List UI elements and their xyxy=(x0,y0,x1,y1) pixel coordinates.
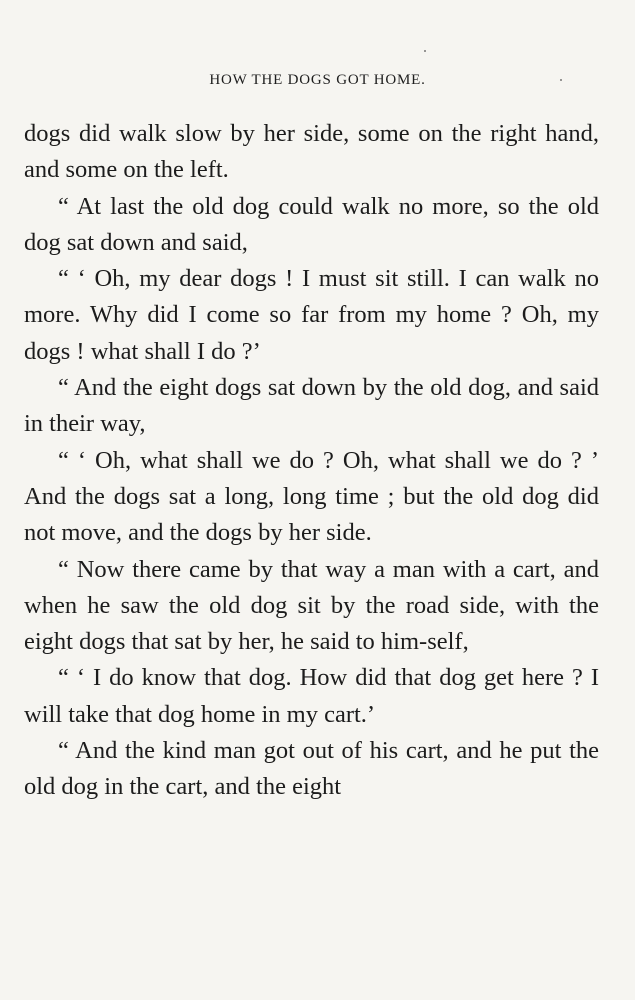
body-text xyxy=(24,116,599,806)
paragraph-2: “ At last the old dog could walk no more, so the old dog sat down and said, xyxy=(24,192,599,256)
paragraph-8: “ And the kind man got out of his cart, and he put the old dog in the cart, and the eight xyxy=(24,737,599,801)
paragraph-4: “ And the eight dogs sat down by the old dog, and said in their way, xyxy=(24,374,599,438)
print-speck xyxy=(424,50,426,52)
paragraph-1: dogs did walk slow by her side, some on the right hand, and some on the left. xyxy=(24,120,599,184)
running-head: HOW THE DOGS GOT HOME. xyxy=(209,72,426,88)
paragraph-3: “ ‘ Oh, my dear dogs ! I must sit still. I can walk no more. Why did I come so far from my home ? Oh, my dogs ! what shall I do ?’ xyxy=(24,265,599,365)
paragraph-7: “ ‘ I do know that dog. How did that dog get here ? I will take that dog home in my cart.’ xyxy=(24,664,599,728)
paragraph-5: “ ‘ Oh, what shall we do ? Oh, what shall we do ? ’ And the dogs sat a long, long time ; but the old dog did not move, and the dogs by her side. xyxy=(24,446,599,547)
paragraph-6: “ Now there came by that way a man with a cart, and when he saw the old dog sit by the road side, with the eight dogs that sat by her, he said to him-self, xyxy=(24,555,599,656)
print-speck xyxy=(560,79,562,81)
